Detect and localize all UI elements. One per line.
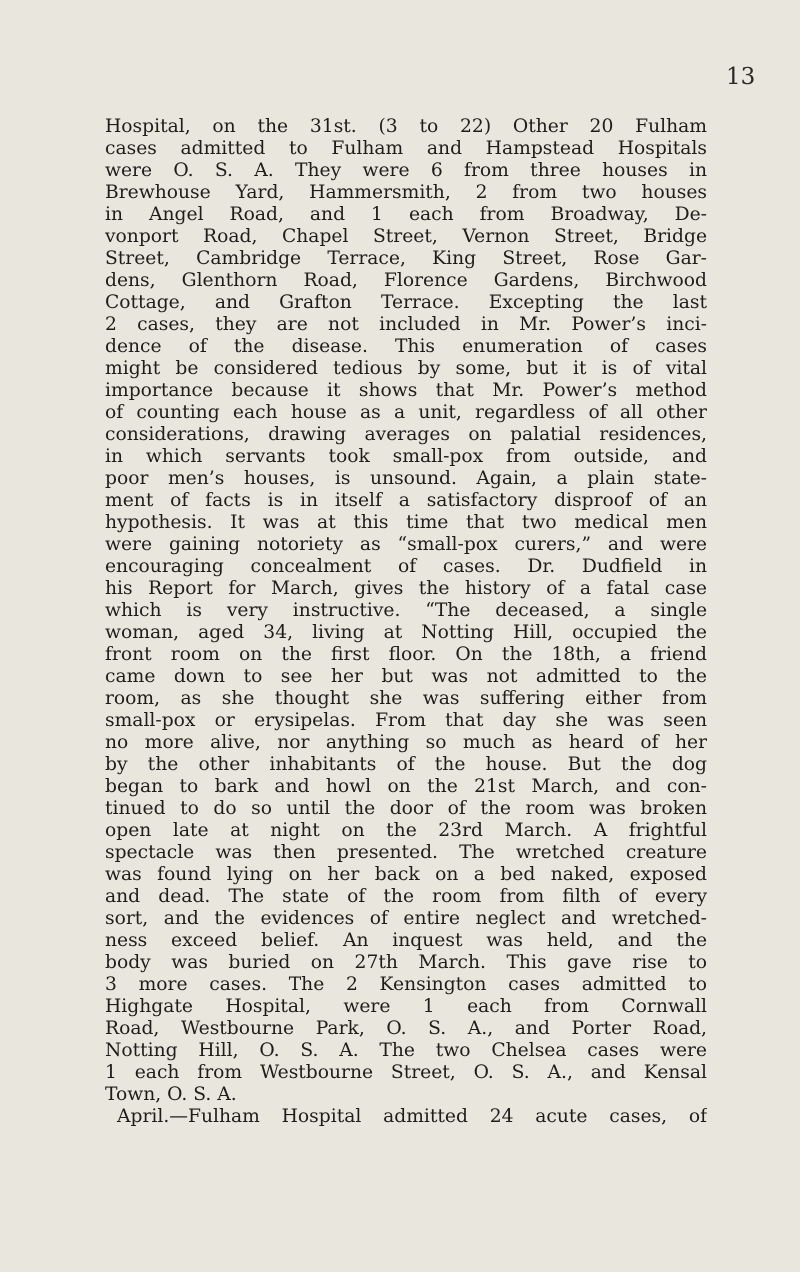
text-line: ment of facts is in itself a satisfactory disproof of an <box>105 490 707 511</box>
text-line: might be considered tedious by some, but it is of vital <box>105 358 707 379</box>
text-line: of counting each house as a unit, regardless of all other <box>105 402 707 423</box>
text-line: 1 each from Westbourne Street, O. S. A., and Kensal <box>105 1062 707 1083</box>
text-line: small-pox or erysipelas. From that day she was seen <box>105 710 707 731</box>
text-line: which is very instructive. “The deceased, a single <box>105 600 707 621</box>
text-line: Town, O. S. A. <box>105 1084 237 1105</box>
text-line: open late at night on the 23rd March. A frightful <box>105 820 707 841</box>
text-line: dens, Glenthorn Road, Florence Gardens, Birchwood <box>105 270 707 291</box>
text-line: by the other inhabitants of the house. But the dog <box>105 754 707 775</box>
text-line: 3 more cases. The 2 Kensington cases admitted to <box>105 974 707 995</box>
text-line: began to bark and howl on the 21st March, and con- <box>105 776 707 797</box>
text-line: woman, aged 34, living at Notting Hill, occupied the <box>105 622 707 643</box>
text-line: his Report for March, gives the history of a fatal case <box>105 578 707 599</box>
text-line: Highgate Hospital, were 1 each from Cornwall <box>105 996 707 1017</box>
text-line: and dead. The state of the room from filth of every <box>105 886 707 907</box>
text-line: hypothesis. It was at this time that two medical men <box>105 512 707 533</box>
text-line: Street, Cambridge Terrace, King Street, Rose Gar- <box>105 248 707 269</box>
text-line: encouraging concealment of cases. Dr. Dudfield in <box>105 556 707 577</box>
text-line: vonport Road, Chapel Street, Vernon Street, Bridge <box>105 226 707 247</box>
text-line: Notting Hill, O. S. A. The two Chelsea cases were <box>105 1040 707 1061</box>
text-line: April.—Fulham Hospital admitted 24 acute cases, of <box>117 1106 707 1127</box>
text-line: importance because it shows that Mr. Power’s method <box>105 380 707 401</box>
text-line: Hospital, on the 31st. (3 to 22) Other 20 Fulham <box>105 116 707 137</box>
text-line: spectacle was then presented. The wretched creature <box>105 842 707 863</box>
text-line: tinued to do so until the door of the room was broken <box>105 798 707 819</box>
text-line: were O. S. A. They were 6 from three houses in <box>105 160 707 181</box>
text-line: were gaining notoriety as “small-pox curers,” and were <box>105 534 707 555</box>
text-line: in Angel Road, and 1 each from Broadway, De- <box>105 204 707 225</box>
text-line: body was buried on 27th March. This gave rise to <box>105 952 707 973</box>
text-line: front room on the first floor. On the 18th, a friend <box>105 644 707 665</box>
text-line: dence of the disease. This enumeration of cases <box>105 336 707 357</box>
text-line: no more alive, nor anything so much as heard of her <box>105 732 707 753</box>
body-text <box>105 116 707 1128</box>
text-line: poor men’s houses, is unsound. Again, a plain state- <box>105 468 707 489</box>
page-number: 13 <box>726 64 756 90</box>
text-line: in which servants took small-pox from outside, and <box>105 446 707 467</box>
text-line: was found lying on her back on a bed naked, exposed <box>105 864 707 885</box>
text-line: Road, Westbourne Park, O. S. A., and Porter Road, <box>105 1018 707 1039</box>
text-line: considerations, drawing averages on palatial residences, <box>105 424 707 445</box>
text-line: room, as she thought she was suffering either from <box>105 688 707 709</box>
text-line: ness exceed belief. An inquest was held, and the <box>105 930 707 951</box>
text-line: Brewhouse Yard, Hammersmith, 2 from two houses <box>105 182 707 203</box>
text-line: Cottage, and Grafton Terrace. Excepting the last <box>105 292 707 313</box>
text-line: cases admitted to Fulham and Hampstead Hospitals <box>105 138 707 159</box>
text-line: came down to see her but was not admitted to the <box>105 666 707 687</box>
text-line: 2 cases, they are not included in Mr. Power’s inci- <box>105 314 707 335</box>
text-line: sort, and the evidences of entire neglect and wretched- <box>105 908 707 929</box>
